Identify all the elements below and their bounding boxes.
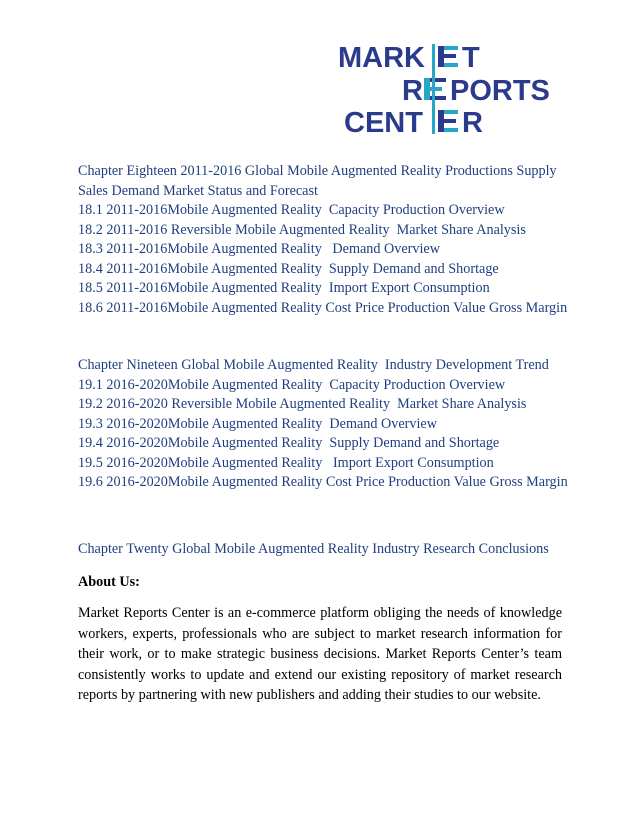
logo-text-center: CENT (344, 107, 423, 136)
chapter-20-section (78, 540, 568, 560)
toc-item: 18.6 2011-2016Mobile Augmented Reality Cost Price Production Value Gross Margin (78, 299, 568, 316)
toc-item: 19.4 2016-2020Mobile Augmented Reality Supply Demand and Shortage (78, 435, 500, 451)
chapter-18-section (78, 162, 568, 318)
toc-item: 18.5 2011-2016Mobile Augmented Reality Import Export Consumption (78, 280, 490, 296)
toc-item: 18.4 2011-2016Mobile Augmented Reality Supply Demand and Shortage (78, 260, 499, 277)
toc-item: 19.5 2016-2020Mobile Augmented Reality Import Export Consumption (78, 454, 494, 471)
toc-item: 19.1 2016-2020Mobile Augmented Reality Capacity Production Overview (78, 376, 506, 393)
chapter-19-heading: Chapter Nineteen Global Mobile Augmented Reality Industry Development Trend (78, 357, 549, 373)
toc-item: 18.3 2011-2016Mobile Augmented Reality Demand Overview (78, 241, 440, 257)
toc-item: 18.2 2011-2016 Reversible Mobile Augmented Reality Market Share Analysis (78, 221, 526, 238)
toc-item: 19.2 2016-2020 Reversible Mobile Augmented Reality Market Share Analysis (78, 396, 527, 412)
toc-item: 19.6 2016-2020Mobile Augmented Reality Cost Price Production Value Gross Margin (78, 474, 568, 490)
chapter-20-heading: Chapter Twenty Global Mobile Augmented Reality Industry Research Conclusions (78, 541, 549, 557)
chapter-18-heading: Chapter Eighteen 2011-2016 Global Mobile Augmented Reality Productions Supply Sales Demand Market Status and Forecast (78, 163, 557, 199)
logo-text-market-t: T (462, 42, 480, 74)
chapter-19-section (78, 356, 568, 493)
market-reports-center-logo (338, 40, 558, 136)
logo-text-center-r: R (462, 107, 483, 136)
about-us-heading: About Us: (78, 574, 140, 590)
logo-text-reports-r: R (402, 75, 423, 107)
logo-text-market: MARK (338, 42, 425, 74)
toc-item: 18.1 2011-2016Mobile Augmented Reality Capacity Production Overview (78, 202, 505, 218)
logo-text-reports: PORTS (450, 75, 550, 107)
toc-item: 19.3 2016-2020Mobile Augmented Reality Demand Overview (78, 415, 437, 432)
about-us-paragraph: Market Reports Center is an e-commerce platform obliging the needs of knowledge workers, experts, professionals who are subject to market research information for their work, or to make strategic business decisions. Market Reports Center’s team consistently works to update and extend our existing repository of market research reports by partnering with new publishers and adding their studies to our website. (78, 605, 562, 704)
